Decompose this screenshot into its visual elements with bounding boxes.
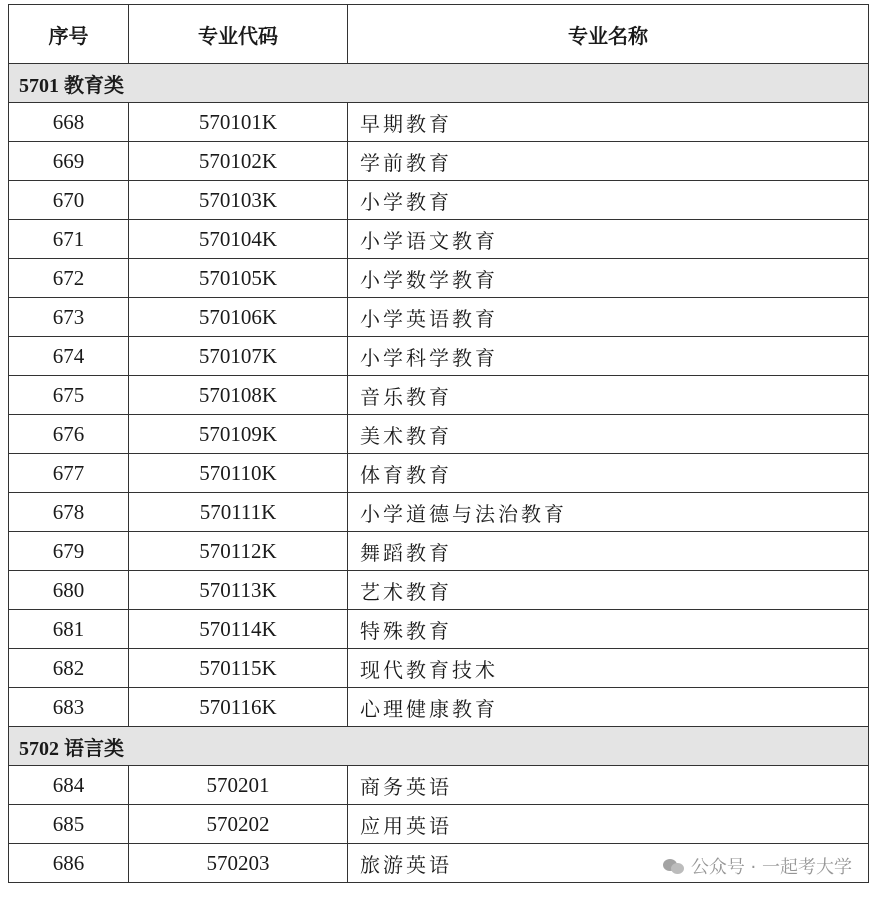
table-body bbox=[9, 64, 869, 883]
row-name: 早期教育 bbox=[348, 103, 869, 142]
watermark-text: 公众号 · 一起考大学 bbox=[690, 857, 852, 878]
row-name: 现代教育技术 bbox=[348, 649, 869, 688]
category-row bbox=[9, 64, 869, 103]
row-name: 艺术教育 bbox=[348, 571, 869, 610]
table-row bbox=[9, 688, 869, 727]
table-row bbox=[9, 454, 869, 493]
row-index: 673 bbox=[9, 298, 129, 337]
row-name: 学前教育 bbox=[348, 142, 869, 181]
row-index: 672 bbox=[9, 259, 129, 298]
row-index: 671 bbox=[9, 220, 129, 259]
row-name: 音乐教育 bbox=[348, 376, 869, 415]
table-row bbox=[9, 610, 869, 649]
row-name: 体育教育 bbox=[348, 454, 869, 493]
row-code: 570114K bbox=[129, 610, 348, 649]
row-index: 685 bbox=[9, 805, 129, 844]
row-name: 小学教育 bbox=[348, 181, 869, 220]
row-index: 680 bbox=[9, 571, 129, 610]
table-row bbox=[9, 571, 869, 610]
table-row bbox=[9, 142, 869, 181]
row-name: 舞蹈教育 bbox=[348, 532, 869, 571]
row-index: 677 bbox=[9, 454, 129, 493]
row-index: 676 bbox=[9, 415, 129, 454]
row-index: 674 bbox=[9, 337, 129, 376]
row-code: 570113K bbox=[129, 571, 348, 610]
table-row bbox=[9, 220, 869, 259]
header-row bbox=[9, 5, 869, 64]
category-title: 5701 教育类 bbox=[9, 64, 869, 103]
watermark bbox=[663, 853, 852, 879]
row-index: 682 bbox=[9, 649, 129, 688]
row-name: 应用英语 bbox=[348, 805, 869, 844]
row-code: 570115K bbox=[129, 649, 348, 688]
row-index: 684 bbox=[9, 766, 129, 805]
row-index: 686 bbox=[9, 844, 129, 883]
table-row bbox=[9, 415, 869, 454]
row-name: 美术教育 bbox=[348, 415, 869, 454]
row-code: 570111K bbox=[129, 493, 348, 532]
row-code: 570101K bbox=[129, 103, 348, 142]
row-index: 683 bbox=[9, 688, 129, 727]
row-code: 570110K bbox=[129, 454, 348, 493]
row-index: 670 bbox=[9, 181, 129, 220]
row-code: 570201 bbox=[129, 766, 348, 805]
row-index: 675 bbox=[9, 376, 129, 415]
row-code: 570203 bbox=[129, 844, 348, 883]
table-row bbox=[9, 805, 869, 844]
row-code: 570105K bbox=[129, 259, 348, 298]
row-code: 570112K bbox=[129, 532, 348, 571]
table-row bbox=[9, 103, 869, 142]
row-code: 570102K bbox=[129, 142, 348, 181]
row-index: 678 bbox=[9, 493, 129, 532]
row-index: 669 bbox=[9, 142, 129, 181]
row-code: 570108K bbox=[129, 376, 348, 415]
table-row bbox=[9, 649, 869, 688]
row-name: 小学道德与法治教育 bbox=[348, 493, 869, 532]
header-index: 序号 bbox=[9, 5, 129, 64]
row-code: 570103K bbox=[129, 181, 348, 220]
row-index: 681 bbox=[9, 610, 129, 649]
row-index: 679 bbox=[9, 532, 129, 571]
table-row bbox=[9, 259, 869, 298]
row-name: 小学数学教育 bbox=[348, 259, 869, 298]
table-row bbox=[9, 493, 869, 532]
row-code: 570107K bbox=[129, 337, 348, 376]
table-row bbox=[9, 532, 869, 571]
row-code: 570106K bbox=[129, 298, 348, 337]
row-name: 小学科学教育 bbox=[348, 337, 869, 376]
row-name: 旅游英语 bbox=[348, 844, 869, 883]
table-row bbox=[9, 766, 869, 805]
row-name: 心理健康教育 bbox=[348, 688, 869, 727]
major-table bbox=[8, 4, 869, 883]
row-code: 570104K bbox=[129, 220, 348, 259]
row-name: 特殊教育 bbox=[348, 610, 869, 649]
header-name: 专业名称 bbox=[348, 5, 869, 64]
row-name: 小学语文教育 bbox=[348, 220, 869, 259]
header-code: 专业代码 bbox=[129, 5, 348, 64]
table-row bbox=[9, 181, 869, 220]
row-name: 商务英语 bbox=[348, 766, 869, 805]
wechat-icon bbox=[663, 857, 685, 875]
category-title: 5702 语言类 bbox=[9, 727, 869, 766]
table-row bbox=[9, 298, 869, 337]
row-index: 668 bbox=[9, 103, 129, 142]
row-code: 570202 bbox=[129, 805, 348, 844]
table-row bbox=[9, 337, 869, 376]
row-name: 小学英语教育 bbox=[348, 298, 869, 337]
category-row bbox=[9, 727, 869, 766]
row-code: 570109K bbox=[129, 415, 348, 454]
row-code: 570116K bbox=[129, 688, 348, 727]
table-row bbox=[9, 376, 869, 415]
